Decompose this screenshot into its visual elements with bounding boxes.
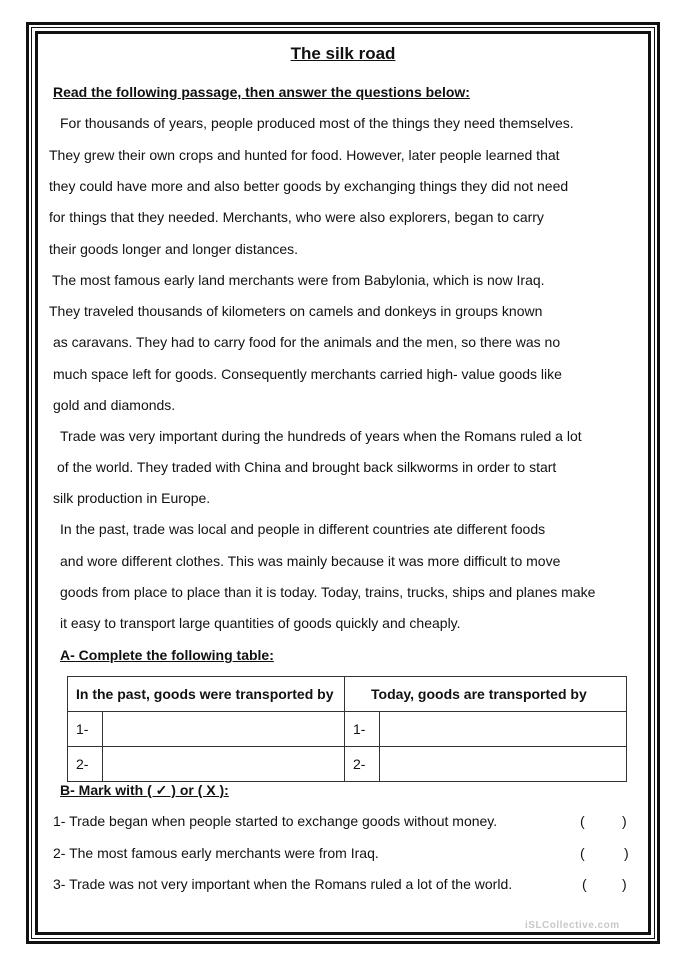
passage-line: much space left for goods. Consequently merchants carried high- value goods like: [53, 366, 562, 382]
answer-blank-past-1[interactable]: [103, 712, 345, 747]
answer-paren-open[interactable]: (: [580, 845, 585, 861]
table-row: [68, 712, 627, 747]
row-number: 2-: [345, 747, 380, 782]
passage-line: silk production in Europe.: [53, 490, 211, 506]
passage-line: their goods longer and longer distances.: [49, 241, 299, 257]
passage-line: The most famous early land merchants were from Babylonia, which is now Iraq.: [52, 272, 545, 288]
table-row: [68, 747, 627, 782]
passage-line: goods from place to place than it is today. Today, trains, trucks, ships and planes make: [60, 584, 596, 600]
section-b-heading: B- Mark with ( ✓ ) or ( X ):: [60, 782, 229, 798]
row-number: 2-: [68, 747, 103, 782]
passage-line: Trade was very important during the hundreds of years when the Romans ruled a lot: [60, 428, 582, 444]
worksheet-title: The silk road: [290, 44, 396, 63]
answer-paren-open[interactable]: (: [582, 876, 587, 892]
passage-line: and wore different clothes. This was mainly because it was more difficult to move: [60, 553, 561, 569]
answer-paren-close[interactable]: ): [624, 845, 629, 861]
answer-paren-open[interactable]: (: [580, 813, 585, 829]
table-header-row: [68, 677, 627, 712]
true-false-question: 1- Trade began when people started to exchange goods without money.: [53, 813, 498, 829]
passage-line: For thousands of years, people produced most of the things they need themselves.: [60, 115, 574, 131]
answer-blank-today-1[interactable]: [380, 712, 627, 747]
passage-line: for things that they needed. Merchants, who were also explorers, began to carry: [49, 209, 544, 225]
answer-paren-close[interactable]: ): [622, 813, 627, 829]
column-header-today: Today, goods are transported by: [345, 677, 627, 712]
passage-line: They traveled thousands of kilometers on camels and donkeys in groups known: [49, 303, 543, 319]
passage-line: They grew their own crops and hunted for food. However, later people learned that: [49, 147, 560, 163]
row-number: 1-: [345, 712, 380, 747]
section-a-heading: A- Complete the following table:: [60, 647, 274, 663]
watermark-text: iSLCollective.com: [525, 920, 620, 931]
passage-line: In the past, trade was local and people in different countries ate different foods: [60, 521, 546, 537]
answer-blank-past-2[interactable]: [103, 747, 345, 782]
passage-line: gold and diamonds.: [53, 397, 176, 413]
passage-line: it easy to transport large quantities of goods quickly and cheaply.: [60, 615, 461, 631]
instruction-text: Read the following passage, then answer the questions below:: [53, 84, 470, 100]
transport-table: [67, 676, 627, 782]
column-header-past: In the past, goods were transported by: [68, 677, 345, 712]
answer-paren-close[interactable]: ): [622, 876, 627, 892]
true-false-question: 2- The most famous early merchants were from Iraq.: [53, 845, 379, 861]
passage-line: as caravans. They had to carry food for the animals and the men, so there was no: [53, 334, 561, 350]
passage-line: of the world. They traded with China and brought back silkworms in order to start: [57, 459, 557, 475]
row-number: 1-: [68, 712, 103, 747]
answer-blank-today-2[interactable]: [380, 747, 627, 782]
true-false-question: 3- Trade was not very important when the Romans ruled a lot of the world.: [53, 876, 513, 892]
passage-line: they could have more and also better goods by exchanging things they did not need: [49, 178, 569, 194]
page-border-inner: [35, 31, 651, 935]
